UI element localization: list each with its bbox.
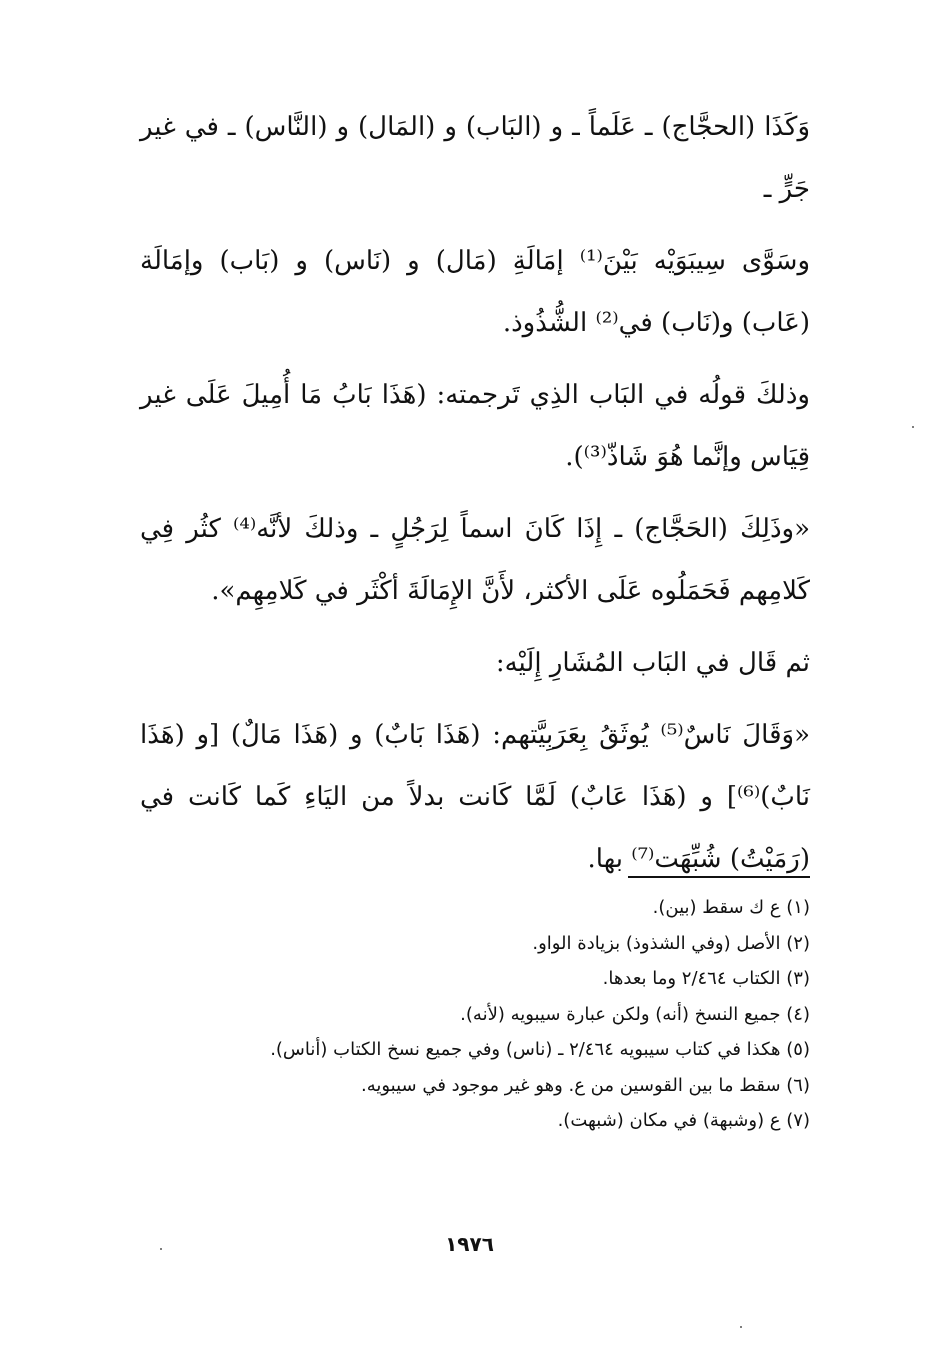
scan-speck — [160, 1248, 162, 1250]
footnotes — [140, 890, 810, 1139]
footnote-5: (٥) هكذا في كتاب سيبويه ٢/٤٦٤ ـ (ناس) وفي جميع نسخ الكتاب (أناس). — [270, 1039, 810, 1060]
scan-speck — [912, 426, 914, 428]
footnote-1: (١) ع ك سقط (بين). — [652, 897, 810, 918]
paragraph-6: «وَقَالَ نَاسٌ⁽⁵⁾ يُوثَقُ بِعَرَبِيَّتهم: (هَذَا بَابٌ) و (هَذَا مَالٌ) [و (هَذَا نَابٌ)⁽⁶⁾] و (هَذَا عَابٌ) لَمَّا كَانت بدلاً من اليَاءِ كَما كَانت في (رَمَيْتُ) شُبِّهَت⁽⁷⁾ بها. — [140, 720, 810, 874]
paragraph-1: وَكَذَا (الحجَّاج) ـ عَلَماً ـ و (البَاب) و (المَال) و (النَّاس) ـ في غير جَرٍّ ـ — [140, 112, 810, 204]
footnote-separator — [628, 876, 810, 878]
paragraph-2: وسَوَّى سِيبَوَيْه بَيْنَ⁽¹⁾ إمَالَةِ (مَال) و (نَاس) و (بَاب) وإمَالَة (عَاب) و(نَاب) في⁽²⁾ الشُّذُوذ. — [140, 246, 811, 338]
footnote-7: (٧) ع (وشبهة) في مكان (شبهت). — [557, 1110, 810, 1131]
main-text — [140, 96, 810, 900]
page-number: ١٩٧٦ — [445, 1232, 494, 1256]
paragraph-3: وذلكَ قولُه في البَاب الذِي تَرجمته: (هَذَا بَابُ مَا أُمِيلَ عَلَى غير قِيَاس وإنَّما هُوَ شَاذّ⁽³⁾). — [140, 380, 810, 472]
paragraph-4: «وذَلِكَ (الحَجَّاج) ـ إِذَا كَانَ اسماً لِرَجُلٍ ـ وذلكَ لأنَّه⁽⁴⁾ كثُر فِي كَلامِهم فَحَمَلُوه عَلَى الأكثر، لأَنَّ الإِمَالَةَ أكْثَر في كَلامِهِم». — [140, 514, 810, 606]
footnote-2: (٢) الأصل (وفي الشذوذ) بزيادة الواو. — [532, 932, 810, 954]
footnote-4: (٤) جميع النسخ (أنه) ولكن عبارة سيبويه (لأنه). — [460, 1003, 810, 1025]
footnote-3: (٣) الكتاب ٢/٤٦٤ وما بعدها. — [602, 968, 810, 989]
footnote-6: (٦) سقط ما بين القوسين من ع. وهو غير موجود في سيبويه. — [361, 1074, 810, 1096]
scan-speck — [740, 1326, 742, 1328]
paragraph-5: ثم قَال في البَاب المُشَارِ إِلَيْه: — [495, 648, 810, 678]
